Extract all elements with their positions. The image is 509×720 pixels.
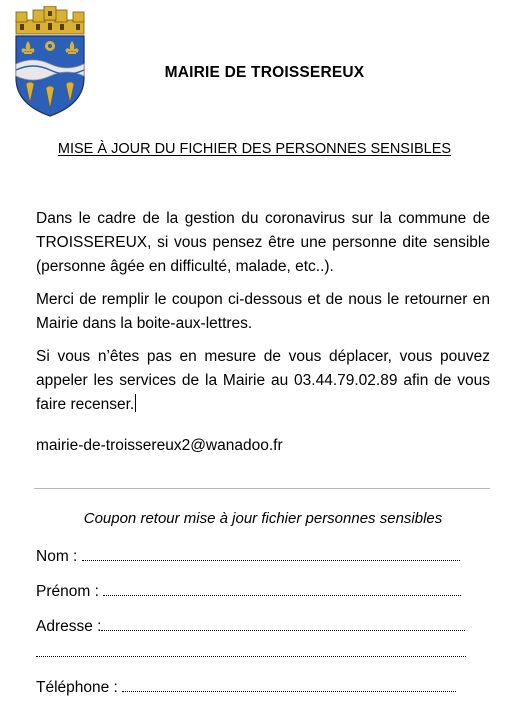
coupon-title: Coupon retour mise à jour fichier personnes sensibles — [83, 510, 443, 527]
field-adresse-continuation[interactable] — [36, 642, 466, 662]
field-prenom-line[interactable] — [103, 581, 461, 596]
field-prenom[interactable] — [36, 581, 461, 601]
field-adresse-label: Adresse : — [36, 618, 102, 635]
field-telephone-line[interactable] — [122, 677, 456, 692]
field-prenom-label: Prénom : — [36, 583, 99, 600]
page-title: MAIRIE DE TROISSEREUX — [164, 64, 365, 81]
field-adresse-line[interactable] — [101, 616, 465, 631]
paragraph-intro: Dans le cadre de la gestion du coronavirus sur la commune de TROISSEREUX, si vous pensez être une personne dite sensible (personne âgée en difficulté, malade, etc..). — [36, 210, 490, 275]
paragraph-contact-text: Si vous n’êtes pas en mesure de vous déplacer, vous pouvez appeler les services de la Mairie au 03.44.79.02.89 afin de vous faire recenser. — [36, 348, 490, 413]
text-cursor — [135, 394, 136, 412]
field-telephone-label: Téléphone : — [36, 679, 118, 696]
paragraph-contact — [36, 345, 490, 417]
field-adresse-line-2[interactable] — [36, 642, 466, 657]
field-nom-line[interactable] — [82, 546, 460, 561]
document-body — [36, 207, 490, 426]
field-nom-label: Nom : — [36, 548, 78, 565]
email-address[interactable]: mairie-de-troissereux2@wanadoo.fr — [36, 437, 283, 454]
coat-of-arms-icon — [6, 6, 94, 118]
field-adresse[interactable] — [36, 616, 465, 636]
paragraph-instructions: Merci de remplir le coupon ci-dessous et de nous le retourner en Mairie dans la boite-aux-lettres. — [36, 291, 490, 332]
field-telephone[interactable] — [36, 677, 456, 697]
divider — [34, 488, 490, 489]
document-subtitle: MISE À JOUR DU FICHIER DES PERSONNES SENSIBLES — [57, 141, 452, 157]
field-nom[interactable] — [36, 546, 460, 566]
